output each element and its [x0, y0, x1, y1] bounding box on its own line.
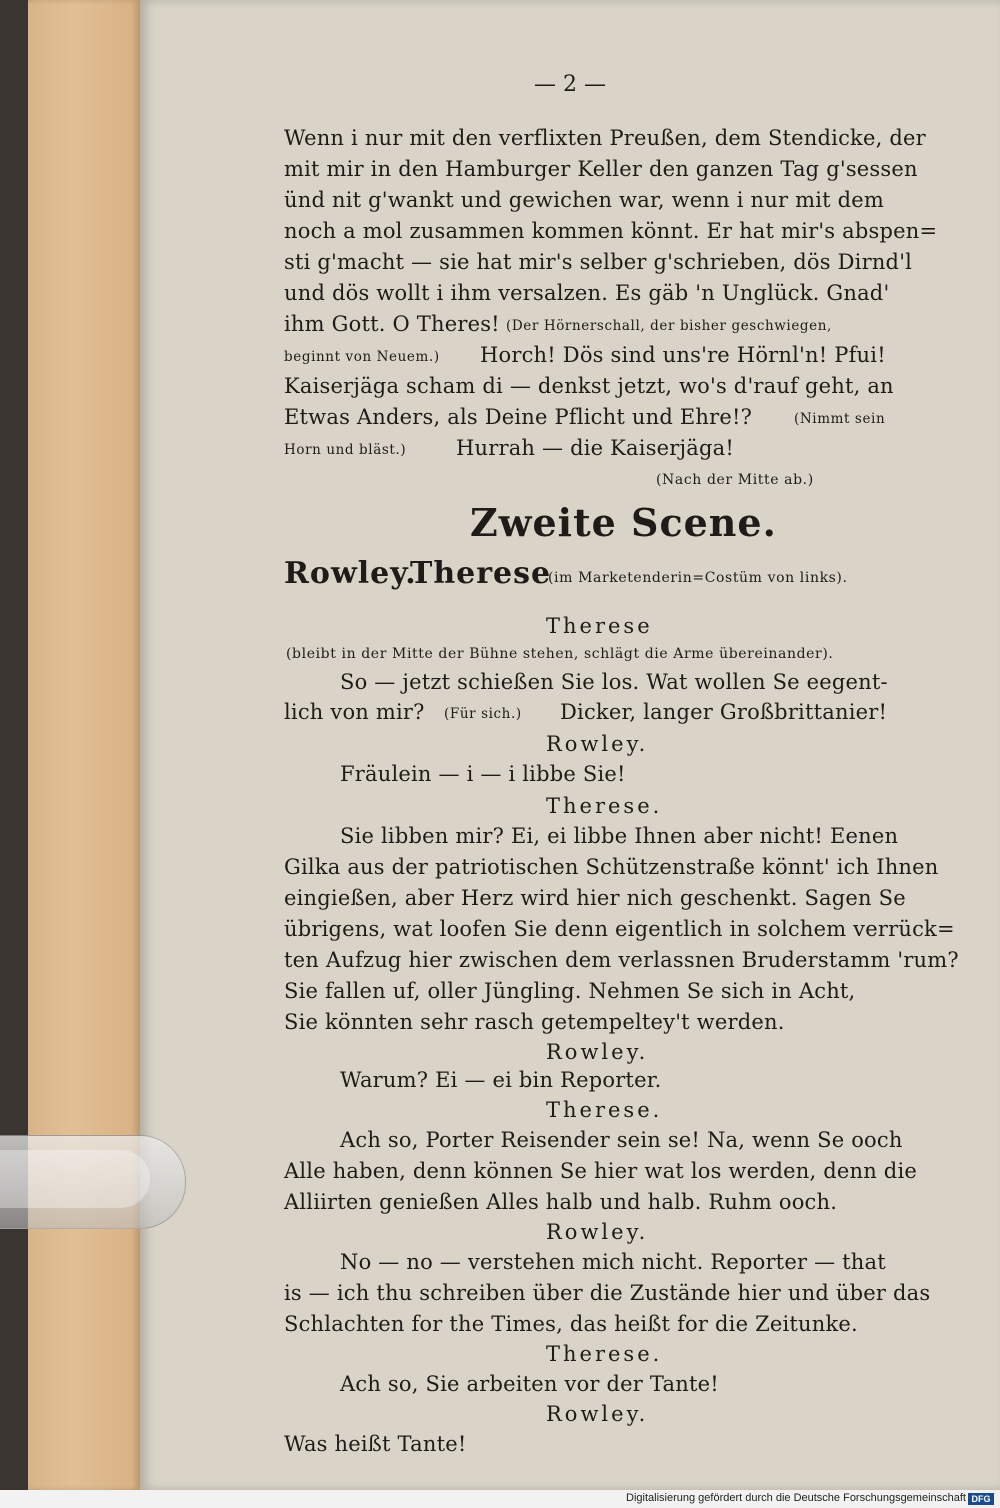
- monologue-line: mit mir in den Hamburger Keller den ganzen Tag g'sessen: [284, 157, 918, 181]
- dialogue-line: is — ich thu schreiben über die Zustände hier und über das: [284, 1281, 931, 1305]
- exit-direction: (Nach der Mitte ab.): [656, 472, 814, 488]
- monologue-line: sti g'macht — sie hat mir's selber g'schrieben, dös Dirnd'l: [284, 250, 913, 274]
- book-spine-edge: [0, 0, 28, 1490]
- stage-direction: Horn und bläst.): [284, 442, 407, 458]
- scene-title: Zweite Scene.: [470, 500, 777, 545]
- monologue-line: Etwas Anders, als Deine Pflicht und Ehre!?: [284, 405, 753, 429]
- dialogue-line: lich von mir?: [284, 700, 425, 724]
- monologue-line: Hurrah — die Kaiserjäga!: [456, 436, 734, 460]
- dialogue-line: So — jetzt schießen Sie los. Wat wollen Se eegent-: [340, 670, 888, 694]
- dialogue-line: Schlachten for the Times, das heißt for die Zeitunke.: [284, 1312, 858, 1336]
- stage-direction: (bleibt in der Mitte der Bühne stehen, schlägt die Arme übereinander).: [286, 646, 834, 662]
- dfg-logo: DFG: [968, 1493, 994, 1505]
- stage-direction: (Nimmt sein: [794, 411, 886, 427]
- page-clip-highlight: [0, 1150, 150, 1208]
- monologue-line: ünd nit g'wankt und gewichen war, wenn i nur mit dem: [284, 188, 885, 212]
- speaker-name: Rowley.: [546, 1040, 649, 1064]
- stage-direction: (Der Hörnerschall, der bisher geschwiegen,: [506, 318, 832, 334]
- dialogue-line: Ach so, Porter Reisender sein se! Na, wenn Se ooch: [340, 1128, 903, 1152]
- dialogue-line: übrigens, wat loofen Sie denn eigentlich in solchem verrück=: [284, 917, 955, 941]
- dialogue-line: No — no — verstehen mich nicht. Reporter — that: [340, 1250, 886, 1274]
- speaker-name: Therese: [546, 614, 653, 638]
- dialogue-line: Sie libben mir? Ei, ei libbe Ihnen aber nicht! Eenen: [340, 824, 899, 848]
- speaker-name: Rowley.: [546, 732, 649, 756]
- monologue-line: ihm Gott. O Theres!: [284, 312, 500, 336]
- dialogue-line: Gilka aus der patriotischen Schützenstraße könnt' ich Ihnen: [284, 855, 939, 879]
- page-number: — 2 —: [534, 72, 606, 97]
- monologue-line: Wenn i nur mit den verflixten Preußen, dem Stendicke, der: [284, 126, 926, 150]
- dialogue-line: ten Aufzug hier zwischen dem verlassnen Bruderstamm 'rum?: [284, 948, 959, 972]
- monologue-line: und dös wollt i ihm versalzen. Es gäb 'n Unglück. Gnad': [284, 281, 890, 305]
- cast-note: (im Marketenderin=Costüm von links).: [548, 570, 848, 586]
- cover-strip: [28, 0, 140, 1490]
- dialogue-line: Was heißt Tante!: [284, 1432, 467, 1456]
- monologue-line: Kaiserjäga scham di — denkst jetzt, wo's d'rauf geht, an: [284, 374, 894, 398]
- speaker-name: Therese.: [546, 794, 663, 818]
- stage-direction: beginnt von Neuem.): [284, 349, 440, 365]
- cast-therese: Therese: [410, 556, 552, 591]
- dialogue-line: Dicker, langer Großbrittanier!: [560, 700, 888, 724]
- speaker-name: Therese.: [546, 1342, 663, 1366]
- stage-direction: (Für sich.): [444, 706, 522, 722]
- monologue-line: noch a mol zusammen kommen könnt. Er hat mir's abspen=: [284, 219, 938, 243]
- dialogue-line: Warum? Ei — ei bin Reporter.: [340, 1068, 662, 1092]
- dialogue-line: Alliirten genießen Alles halb und halb. Ruhm ooch.: [284, 1190, 838, 1214]
- speaker-name: Rowley.: [546, 1402, 649, 1426]
- cast-rowley: Rowley.: [284, 556, 417, 591]
- dialogue-line: eingießen, aber Herz wird hier nich geschenkt. Sagen Se: [284, 886, 906, 910]
- dialogue-line: Alle haben, denn können Se hier wat los werden, denn die: [284, 1159, 917, 1183]
- speaker-name: Rowley.: [546, 1220, 649, 1244]
- dialogue-line: Fräulein — i — i libbe Sie!: [340, 762, 626, 786]
- dialogue-line: Ach so, Sie arbeiten vor der Tante!: [340, 1372, 719, 1396]
- dialogue-line: Sie fallen uf, oller Jüngling. Nehmen Se sich in Acht,: [284, 979, 856, 1003]
- monologue-line: Horch! Dös sind uns're Hörnl'n! Pfui!: [480, 343, 886, 367]
- dialogue-line: Sie könnten sehr rasch getempeltey't werden.: [284, 1010, 785, 1034]
- speaker-name: Therese.: [546, 1098, 663, 1122]
- funding-note: Digitalisierung gefördert durch die Deutsche Forschungsgemeinschaft: [626, 1492, 966, 1504]
